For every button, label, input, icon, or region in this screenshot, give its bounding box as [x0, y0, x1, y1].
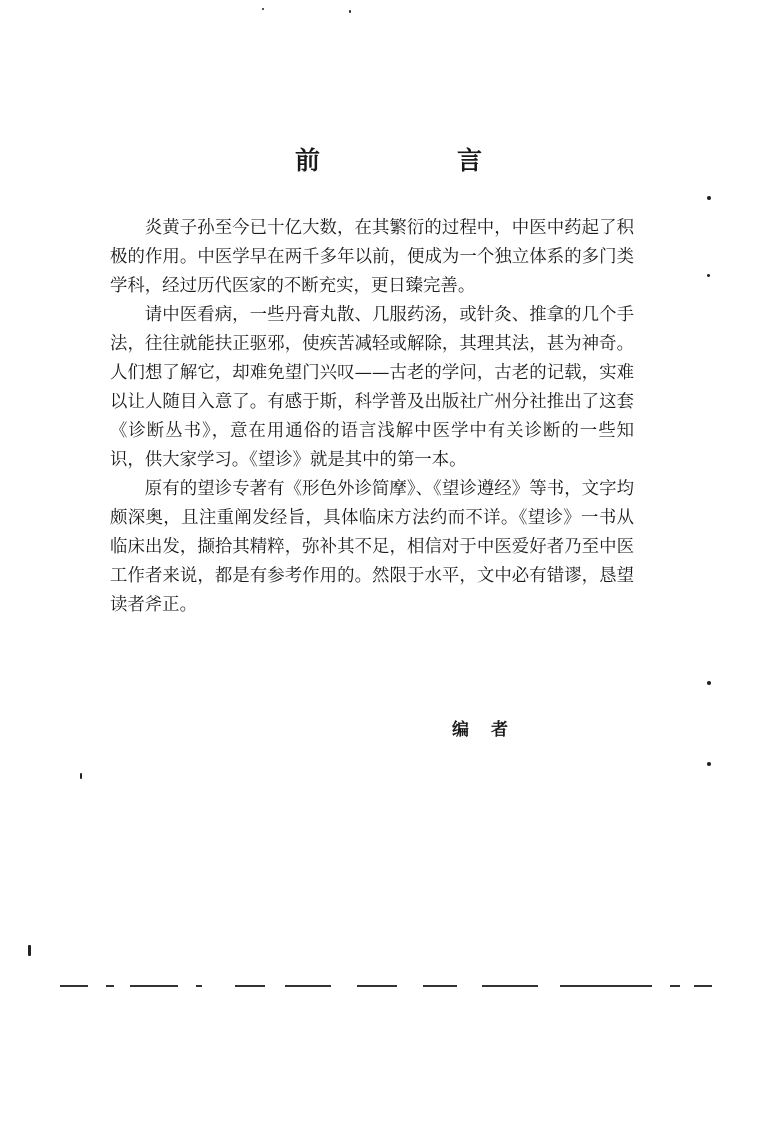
scan-rule-segment [285, 985, 331, 987]
scan-speck [707, 681, 711, 685]
paragraph: 炎黄子孙至今已十亿大数，在其繁衍的过程中，中医中药起了积极的作用。中医学早在两千多年以前，便成为一个独立体系的多门类学科，经过历代医家的不断充实，更日臻完善。 [110, 218, 634, 296]
scan-speck [28, 945, 31, 956]
scan-speck [80, 773, 82, 779]
scan-speck [707, 274, 710, 277]
paragraph: 原有的望诊专著有《形色外诊简摩》、《望诊遵经》等书，文字均颇深奥，且注重阐发经旨，具体临床方法约而不详。《望诊》一书从临床出发，撷拾其精粹，弥补其不足，相信对于中医爱好者乃至中医工作者来说，都是有参考作用的。然限于水平，文中必有错谬，恳望读者斧正。 [110, 479, 634, 615]
scan-rule-segment [670, 985, 680, 987]
page-title: 前 言 [294, 145, 538, 175]
scan-rule-segment [60, 985, 88, 987]
scan-rule-segment [106, 985, 114, 987]
author-signature: 编者 [452, 720, 530, 740]
scan-rule-segment [482, 985, 538, 987]
scan-rule-segment [130, 985, 178, 987]
scan-rule-segment [560, 985, 652, 987]
scan-speck [349, 10, 351, 13]
scan-rule-segment [196, 985, 202, 987]
scan-rule-segment [694, 985, 712, 987]
scan-speck [707, 762, 711, 766]
paragraph: 请中医看病，一些丹膏丸散、几服药汤，或针灸、推拿的几个手法，往往就能扶正驱邪，使疾苦减轻或解除，其理其法，甚为神奇。人们想了解它，却难免望门兴叹——古老的学问，古老的记载，实难以让人随目入意了。有感于斯，科学普及出版社广州分社推出了这套《诊断丛书》，意在用通俗的语言浅解中医学中有关诊断的一些知识，供大家学习。《望诊》就是其中的第一本。 [110, 305, 634, 470]
scan-rule-segment [357, 985, 397, 987]
scan-rule-segment [423, 985, 457, 987]
scan-rule-segment [235, 985, 265, 987]
preface-body [110, 214, 634, 620]
scan-speck [262, 8, 264, 10]
scan-speck [707, 196, 711, 200]
